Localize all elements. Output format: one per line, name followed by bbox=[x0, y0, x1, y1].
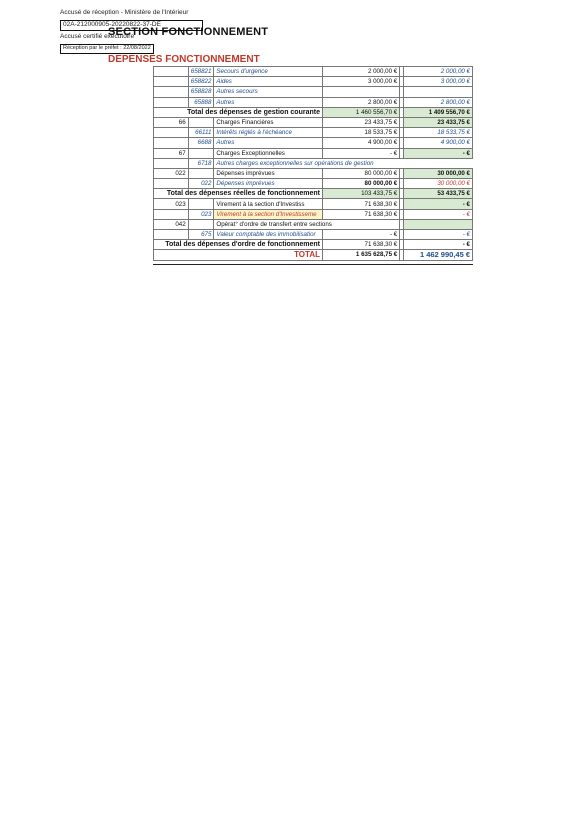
amount-proposed-cell: 71 638,30 € bbox=[322, 199, 399, 209]
amount-voted-cell bbox=[403, 219, 472, 229]
subtotal-label: Total des dépenses réelles de fonctionnement bbox=[154, 189, 323, 199]
amount-voted-cell: 2 000,00 € bbox=[403, 67, 472, 77]
amount-voted-cell: - € bbox=[403, 199, 472, 209]
amount-proposed-cell: 80 000,00 € bbox=[322, 168, 399, 178]
account-cell: 65888 bbox=[188, 97, 214, 107]
subtotal-label: Total des dépenses d'ordre de fonctionnement bbox=[154, 240, 323, 250]
stamp-reception-prefet: Réception par le préfet : 22/08/2022 bbox=[60, 44, 154, 54]
amount-proposed-cell: 3 000,00 € bbox=[322, 77, 399, 87]
table-row bbox=[154, 199, 473, 209]
amount-proposed-cell: 2 000,00 € bbox=[322, 67, 399, 77]
bottom-rule bbox=[153, 264, 473, 265]
chapter-cell bbox=[154, 158, 189, 168]
amount-voted-cell: 3 000,00 € bbox=[403, 77, 472, 87]
grand-total-row bbox=[154, 250, 473, 260]
chapter-cell: 67 bbox=[154, 148, 189, 158]
chapter-cell bbox=[154, 209, 189, 219]
label-cell: Valeur comptable des immobilisatior bbox=[214, 230, 323, 240]
account-cell: 675 bbox=[188, 230, 214, 240]
account-cell: 022 bbox=[188, 179, 214, 189]
amount-voted-cell: 30 000,00 € bbox=[403, 168, 472, 178]
label-cell: Autres bbox=[214, 138, 323, 148]
table-row bbox=[154, 77, 473, 87]
label-cell: Autres bbox=[214, 97, 323, 107]
table-row bbox=[154, 117, 473, 127]
chapter-cell: 023 bbox=[154, 199, 189, 209]
account-cell: 6688 bbox=[188, 138, 214, 148]
table-row bbox=[154, 67, 473, 77]
account-cell: 66111 bbox=[188, 128, 214, 138]
account-cell bbox=[188, 168, 214, 178]
table-row bbox=[154, 168, 473, 178]
amount-proposed-cell: 71 638,30 € bbox=[322, 240, 399, 250]
amount-voted-cell: - € bbox=[403, 240, 472, 250]
label-cell: Dépenses imprévues bbox=[214, 179, 323, 189]
chapter-cell bbox=[154, 67, 189, 77]
stamp-line-ministere: Accusé de réception - Ministère de l'Intérieur bbox=[60, 9, 189, 16]
label-cell: Secours d'urgence bbox=[214, 67, 323, 77]
amount-voted-cell: - € bbox=[403, 209, 472, 219]
label-cell: Autres charges exceptionnelles sur opérations de gestion bbox=[214, 158, 473, 168]
table-row bbox=[154, 179, 473, 189]
account-cell: 658828 bbox=[188, 87, 214, 97]
table-row bbox=[154, 148, 473, 158]
chapter-cell bbox=[154, 97, 189, 107]
label-cell: Virement à la section d'Investiss bbox=[214, 199, 323, 209]
amount-proposed-cell: 71 638,30 € bbox=[322, 209, 399, 219]
amount-proposed-cell: - € bbox=[322, 148, 399, 158]
amount-proposed-cell: 4 900,00 € bbox=[322, 138, 399, 148]
subtotal-row bbox=[154, 240, 473, 250]
table-row bbox=[154, 128, 473, 138]
chapter-cell: 042 bbox=[154, 219, 189, 229]
subtotal-label: Total des dépenses de gestion courante bbox=[154, 107, 323, 117]
stamp-acte-id: 02A-212000905-20220822-37-DE bbox=[60, 20, 203, 31]
chapter-cell bbox=[154, 138, 189, 148]
stamp-line-executoire: Accusé certifié exécutoire bbox=[60, 33, 135, 40]
section-title: SECTION FONCTIONNEMENT bbox=[108, 26, 269, 38]
chapter-cell bbox=[154, 77, 189, 87]
account-cell: 023 bbox=[188, 209, 214, 219]
amount-proposed-cell: 1 460 556,70 € bbox=[322, 107, 399, 117]
account-cell: 658822 bbox=[188, 77, 214, 87]
amount-proposed-cell: 80 000,00 € bbox=[322, 179, 399, 189]
amount-proposed-cell: 103 433,75 € bbox=[322, 189, 399, 199]
table-row bbox=[154, 87, 473, 97]
label-cell: Intérêts réglés à l'échéance bbox=[214, 128, 323, 138]
amount-voted-cell bbox=[403, 87, 472, 97]
amount-voted-cell: 4 900,00 € bbox=[403, 138, 472, 148]
table-row bbox=[154, 158, 473, 168]
subtotal-row bbox=[154, 189, 473, 199]
amount-voted-cell: 18 533,75 € bbox=[403, 128, 472, 138]
account-cell bbox=[188, 117, 214, 127]
account-cell bbox=[188, 219, 214, 229]
amount-voted-cell: - € bbox=[403, 148, 472, 158]
amount-voted-cell: 53 433,75 € bbox=[403, 189, 472, 199]
depenses-title: DEPENSES FONCTIONNEMENT bbox=[108, 54, 260, 65]
label-cell: Aides bbox=[214, 77, 323, 87]
grand-total-label: TOTAL bbox=[154, 250, 323, 260]
chapter-cell bbox=[154, 87, 189, 97]
amount-proposed-cell: 2 800,00 € bbox=[322, 97, 399, 107]
amount-voted-cell: 1 409 556,70 € bbox=[403, 107, 472, 117]
grand-total-voted: 1 462 990,45 € bbox=[403, 250, 472, 260]
amount-proposed-cell: 23 433,75 € bbox=[322, 117, 399, 127]
account-cell: 658821 bbox=[188, 67, 214, 77]
amount-voted-cell: 23 433,75 € bbox=[403, 117, 472, 127]
table-row bbox=[154, 138, 473, 148]
grand-total-proposed: 1 635 628,75 € bbox=[322, 250, 399, 260]
account-cell: 6718 bbox=[188, 158, 214, 168]
chapter-cell bbox=[154, 179, 189, 189]
table-row bbox=[154, 219, 473, 229]
amount-proposed-cell: - € bbox=[322, 230, 399, 240]
chapter-cell: 66 bbox=[154, 117, 189, 127]
amount-voted-cell: - € bbox=[403, 230, 472, 240]
account-cell bbox=[188, 199, 214, 209]
label-cell: Dépenses imprévues bbox=[214, 168, 323, 178]
label-cell: Charges Exceptionnelles bbox=[214, 148, 323, 158]
label-cell: Charges Financières bbox=[214, 117, 323, 127]
amount-voted-cell: 30 000,00 € bbox=[403, 179, 472, 189]
table-row bbox=[154, 230, 473, 240]
label-cell: Opérat° d'ordre de transfert entre sections bbox=[214, 219, 400, 229]
label-cell: Autres secours bbox=[214, 87, 323, 97]
amount-proposed-cell: 18 533,75 € bbox=[322, 128, 399, 138]
budget-table bbox=[153, 66, 473, 261]
amount-voted-cell: 2 800,00 € bbox=[403, 97, 472, 107]
table-row bbox=[154, 97, 473, 107]
table-row bbox=[154, 209, 473, 219]
account-cell bbox=[188, 148, 214, 158]
chapter-cell bbox=[154, 128, 189, 138]
chapter-cell bbox=[154, 230, 189, 240]
amount-proposed-cell bbox=[322, 87, 399, 97]
label-cell: Virement à la section d'Investisseme bbox=[214, 209, 323, 219]
subtotal-row bbox=[154, 107, 473, 117]
chapter-cell: 022 bbox=[154, 168, 189, 178]
